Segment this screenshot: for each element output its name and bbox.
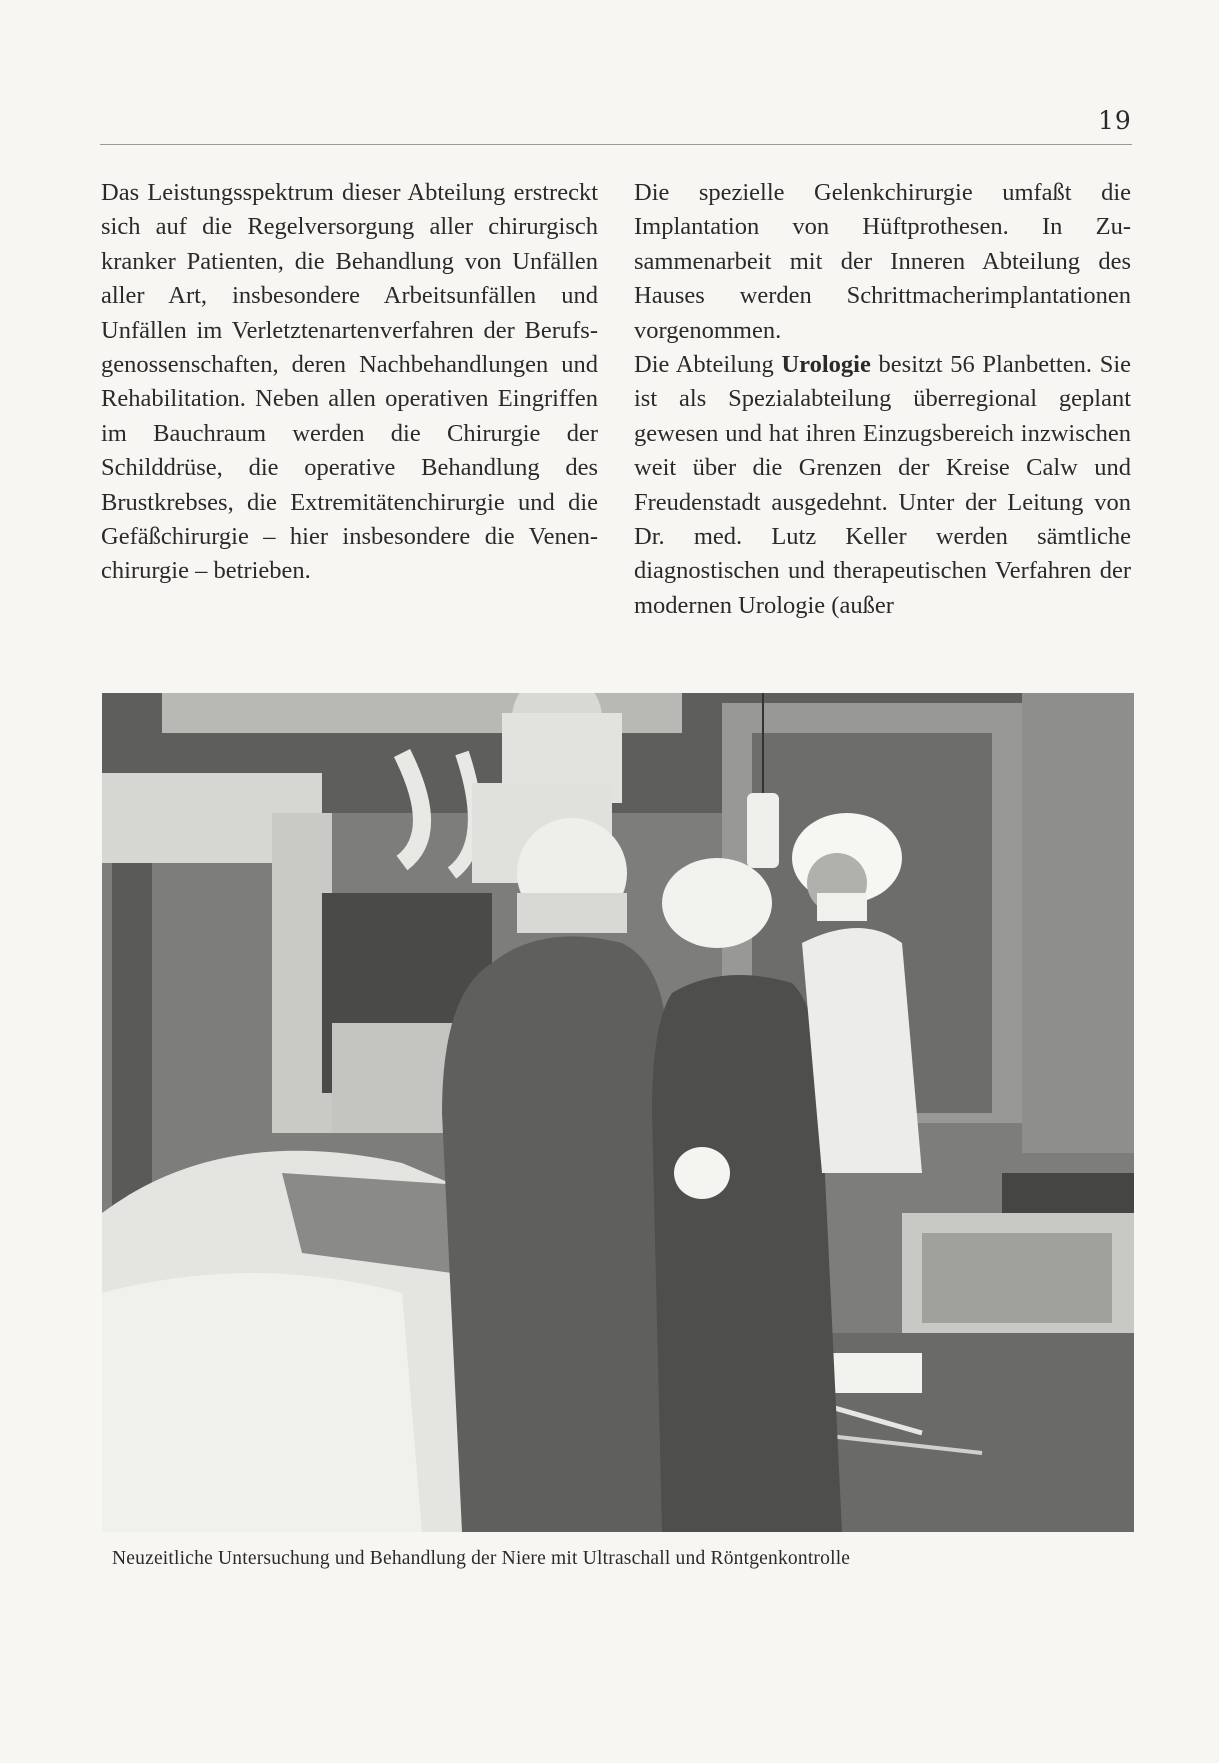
figure-caption: Neuzeitliche Untersuchung und Behandlung der Niere mit Ultraschall und Röntgenkontrolle <box>112 1548 851 1569</box>
urologie-prefix: Die Abteilung <box>634 351 782 379</box>
header-rule <box>100 144 1132 145</box>
operating-room-photo <box>102 693 1134 1532</box>
urologie-term: Urologie <box>781 351 871 379</box>
left-paragraph: Das Leistungsspektrum dieser Abteilung erstreckt sich auf die Regelversorgung aller chirurgisch kranker Patienten, die Behandlung von Unfällen aller Art, insbesondere Arbeitsunfällen und Unfällen im Verletztenartenverfahren der Berufsgenossenschaften, deren Nachbehandlungen und Rehabilitation. Neben allen operativen Eingriffen im Bauchraum werden die Chirurgie der Schilddrüse, die operative Behandlung des Brustkrebses, die Extremitätenchirurgie und die Gefäßchirurgie – hier insbesondere die Venenchirurgie – betrieben. <box>101 179 598 585</box>
right-paragraph-1: Die spezielle Gelenkchirurgie umfaßt die Implantation von Hüftprothesen. In Zusammenarbeit mit der Inneren Abteilung des Hauses werden Schrittmacherimplantationen vorgenommen. <box>634 179 1131 344</box>
right-column <box>634 176 1131 623</box>
left-column <box>101 176 598 589</box>
page-number: 19 <box>1098 106 1132 135</box>
right-paragraph-2 <box>634 348 1131 623</box>
urologie-rest: besitzt 56 Planbetten. Sie ist als Spezialabteilung überregional geplant gewesen und hat ihren Einzugsbereich inzwischen weit über die Grenzen der Kreise Calw und Freudenstadt ausgedehnt. Unter der Leitung von Dr. med. Lutz Keller werden sämtliche diagnostischen und therapeutischen Verfahren der modernen Urologie (außer <box>634 351 1131 619</box>
